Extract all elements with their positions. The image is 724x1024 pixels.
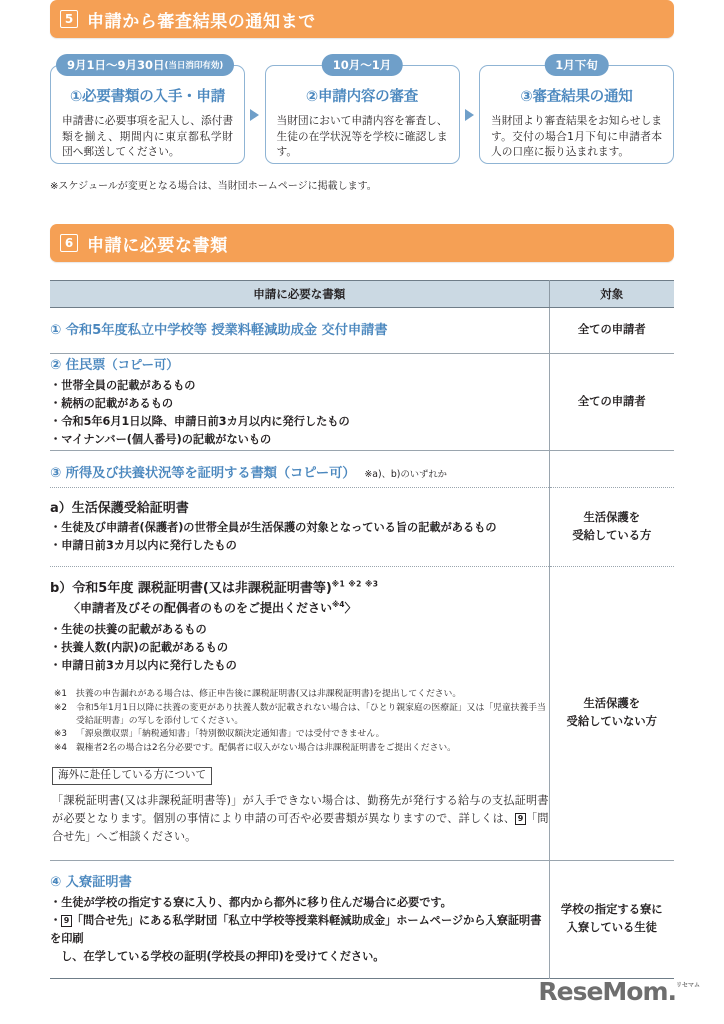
doc-1-cell	[50, 308, 549, 354]
flow-step-1-period	[56, 54, 234, 76]
doc-3a-subtitle: a）生活保護受給証明書	[50, 500, 189, 516]
doc-3b-footnotes	[54, 688, 549, 755]
overseas-paragraph-part-a: 「課税証明書(又は非課税証明書等)」が入手できない場合は、勤務先が発行する給与の支払証明書が必要となります。個別の事情により申請の可否や必要書類が異なりますので、詳しくは、	[52, 793, 549, 825]
doc-2-bullet-4: ・ マイナンバー(個人番号)の記載がないもの	[50, 431, 549, 449]
doc-3a-target-line-2: 受給している方	[572, 528, 652, 542]
table-header-documents: 申請に必要な書類	[50, 281, 549, 308]
doc-3-title-main: ③ 所得及び扶養状況等を証明する書類（コピー可）	[50, 465, 356, 481]
section-5-number: 5	[60, 10, 78, 28]
doc-3b-target-line-1: 生活保護を	[583, 697, 640, 711]
footnote-2-text: 令和5年1月1日以降に扶養の変更があり扶養人数が記載されない場合は、「ひとり親家庭の医療証」又は「児童扶養手当	[76, 702, 546, 713]
doc-3b-bullets	[50, 621, 549, 675]
doc-3b-subtitle2	[68, 599, 549, 616]
flow-step-1-body: 申請書に必要事項を記入し、添付書類を揃え、期間内に東京都私学財団へ郵送してください。	[62, 114, 234, 159]
schedule-change-note: ※スケジュールが変更となる場合は、当財団ホームページに掲載します。	[50, 181, 377, 192]
overseas-assignment-paragraph	[52, 792, 549, 846]
doc-2-target: 全ての申請者	[549, 354, 674, 451]
doc-2-bullet-2: ・ 続柄の記載があるもの	[50, 395, 549, 413]
section-6-header	[50, 224, 674, 262]
doc-3b-bullet-3: ・ 申請日前3カ月以内に発行したもの	[50, 657, 549, 675]
section-6-title: 申請に必要な書類	[87, 235, 228, 256]
doc-1-target: 全ての申請者	[549, 308, 674, 354]
flow-step-2-box	[265, 65, 460, 164]
doc-2-bullet-3: ・ 令和5年6月1日以降、申請日前3カ月以内に発行したもの	[50, 413, 549, 431]
doc-3a-bullet-1: ・ 生徒及び申請者(保護者)の世帯全員が生活保護の対象となっている旨の記載があるもの	[50, 519, 549, 537]
flow-arrow-1	[245, 54, 265, 164]
overseas-paragraph-part-b: 「問合せ先」へご相談ください。	[52, 811, 549, 843]
doc-3b-bullet-1: ・ 生徒の扶養の記載があるもの	[50, 621, 549, 639]
footnote-1-text: 扶養の申告漏れがある場合は、修正申告後に課税証明書(又は非課税証明書)を提出してください。	[76, 689, 462, 700]
doc-3b-subtitle	[50, 577, 549, 596]
doc-3-cell	[50, 450, 549, 487]
doc-3a-target	[549, 487, 674, 566]
flow-step-1-heading: ①必要書類の入手・申請	[69, 89, 226, 105]
doc-4-bullets	[50, 894, 549, 948]
flow-step-1-period-main: 9月1日〜9月30日	[67, 58, 165, 72]
doc-2-bullets	[50, 377, 549, 450]
footnote-4-label: ※4	[54, 742, 67, 753]
doc-3b-bullet-2: ・ 扶養人数(内訳)の記載があるもの	[50, 639, 549, 657]
doc-3a-cell	[50, 487, 549, 566]
flow-step-1-period-note: (当日消印有効)	[164, 61, 224, 71]
flow-step-3-heading: ③審査結果の通知	[520, 89, 633, 105]
doc-3-title-note: ※a)、b)のいずれか	[364, 468, 447, 480]
flow-step-2	[265, 54, 460, 164]
doc-4-title: ④ 入寮証明書	[50, 874, 132, 890]
flow-arrow-2	[460, 54, 480, 164]
table-header-row	[50, 281, 674, 308]
footnote-4	[54, 742, 549, 755]
flow-step-3-period	[544, 54, 609, 76]
resemom-logo	[538, 977, 700, 1006]
doc-3b-target	[549, 566, 674, 860]
doc-3b-subtitle2-close: 〉	[344, 600, 357, 615]
doc-2-bullet-1: ・ 世帯全員の記載があるもの	[50, 377, 549, 395]
table-row-doc-4	[50, 860, 674, 979]
doc-3b-subtitle2-main: 〈申請者及びその配偶者のものをご提出ください	[68, 600, 333, 615]
section-6-number: 6	[60, 234, 78, 252]
doc-3b-target-line-2: 受給していない方	[566, 715, 657, 729]
flow-step-1	[50, 54, 245, 164]
doc-3-target-empty	[549, 450, 674, 487]
doc-2-title-main: ② 住民票	[50, 358, 106, 373]
doc-4-bullet-1: ・ 生徒が学校の指定する寮に入り、都内から都外に移り住んだ場合に必要です。	[50, 894, 549, 912]
doc-3b-subtitle2-sup: ※4	[332, 599, 345, 609]
footnote-4-text: 親権者2名の場合は2名分必要です。配偶者に収入がない場合は非課税証明書をご提出ください。	[76, 742, 456, 753]
flow-step-3-body: 当財団より審査結果をお知らせします。交付の場合1月下旬に申請者本人の口座に振り込まれます。	[491, 114, 662, 159]
doc-2-title	[50, 354, 549, 373]
section-5-header	[50, 0, 674, 38]
doc-4-bullet-2	[50, 912, 549, 948]
resemom-logo-ruby: リセマム	[676, 982, 700, 989]
table-row-doc-2	[50, 354, 674, 451]
table-row-doc-3a	[50, 487, 674, 566]
footnote-2-label: ※2	[54, 702, 67, 713]
section-5-title: 申請から審査結果の通知まで	[87, 11, 316, 32]
table-row-doc-3-header	[50, 450, 674, 487]
footnote-3-text: 「源泉徴収票」「納税通知書」「特別徴収額決定通知書」では受付できません。	[76, 729, 385, 740]
flow-step-2-body: 当財団において申請内容を審査し、生徒の在学状況等を学校に確認します。	[276, 114, 448, 159]
triangle-right-icon	[250, 109, 259, 121]
doc-4-target-line-2: 入寮している生徒	[566, 921, 657, 935]
doc-3-title	[50, 462, 549, 481]
doc-3a-target-line-1: 生活保護を	[583, 510, 640, 524]
table-row-doc-3b	[50, 566, 674, 860]
footnote-2	[54, 702, 549, 715]
doc-3a-bullet-2: ・ 申請日前3カ月以内に発行したもの	[50, 537, 549, 555]
required-documents-table	[50, 280, 674, 979]
footnote-1-label: ※1	[54, 689, 67, 700]
doc-4-bullet-2-text: 「問合せ先」にある私学財団「私立中学校等授業料軽減助成金」ホームページから入寮証明書を印刷	[50, 913, 542, 945]
doc-4-target-line-1: 学校の指定する寮に	[560, 903, 663, 917]
doc-1-title: ① 令和5年度私立中学校等 授業料軽減助成金 交付申請書	[50, 323, 388, 338]
application-flow	[50, 54, 674, 164]
doc-3a-bullets	[50, 519, 549, 555]
flow-step-3	[479, 54, 674, 164]
reference-section-9-box-2: 9	[61, 915, 72, 927]
footnote-1	[54, 688, 549, 701]
flow-step-2-period-main: 10月〜1月	[332, 58, 392, 72]
table-row-doc-1	[50, 308, 674, 354]
triangle-right-icon	[465, 109, 474, 121]
overseas-assignment-label: 海外に赴任している方について	[52, 767, 212, 785]
doc-2-title-suffix: （コピー可）	[105, 357, 179, 372]
doc-3b-subtitle-main: b）令和5年度 課税証明書(又は非課税証明書等)	[50, 580, 332, 596]
doc-4-cell	[50, 860, 549, 979]
doc-4-target	[549, 860, 674, 979]
footnote-3-label: ※3	[54, 729, 67, 740]
doc-4-bullet-2-continued: し、在学している学校の証明(学校長の押印)を受けてください。	[61, 949, 385, 963]
flow-step-3-period-main: 1月下旬	[555, 58, 598, 72]
doc-3b-cell	[50, 566, 549, 860]
doc-2-cell	[50, 354, 549, 451]
resemom-logo-text: ReseMom.	[538, 977, 677, 1006]
footnote-3	[54, 728, 549, 741]
flow-step-3-box	[479, 65, 674, 164]
flow-step-1-box	[50, 65, 245, 164]
reference-section-9-box: 9	[515, 813, 526, 825]
footnote-2-continued: 受給証明書」の写しを添付してください。	[76, 715, 244, 726]
flow-step-2-heading: ②申請内容の審査	[305, 89, 419, 105]
table-header-target: 対象	[549, 281, 674, 308]
flow-step-2-period	[322, 54, 403, 76]
doc-3b-subtitle-sup: ※1 ※2 ※3	[331, 579, 379, 589]
